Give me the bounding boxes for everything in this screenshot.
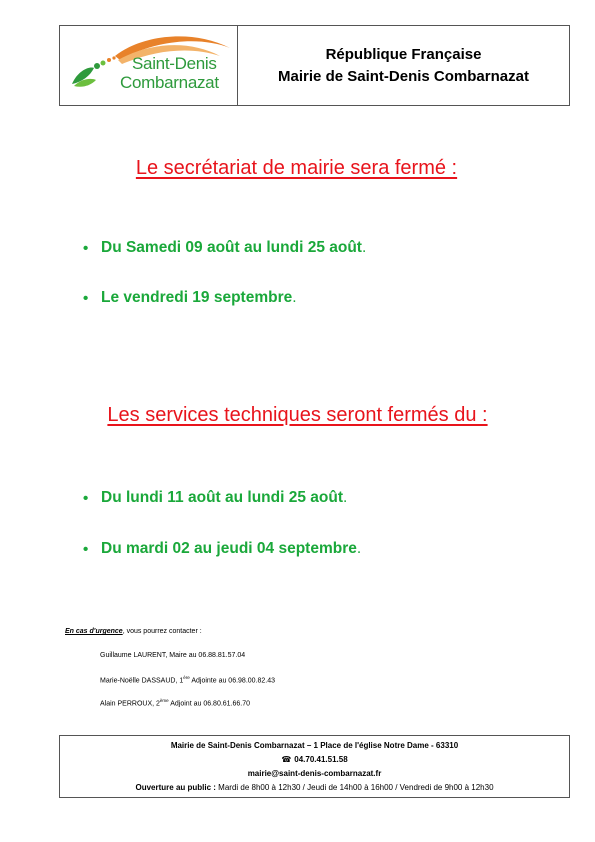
secretariat-heading: Le secrétariat de mairie sera fermé : bbox=[135, 157, 458, 179]
republic-title: République Française bbox=[325, 45, 482, 63]
emergency-rest: , vous pourrez contacter : bbox=[122, 628, 202, 635]
contact-text-rest: Adjointe au 06.98.00.82.43 bbox=[189, 677, 276, 685]
bullet-icon: • bbox=[83, 540, 89, 558]
closure-item bbox=[83, 489, 347, 507]
footer bbox=[59, 735, 570, 798]
contact-line bbox=[100, 698, 250, 707]
emergency-lead: En cas d'urgence bbox=[65, 628, 123, 635]
telephone-icon: ☎ bbox=[281, 754, 292, 764]
footer-email[interactable]: mairie@saint-denis-combarnazat.fr bbox=[247, 768, 382, 778]
mairie-title: Mairie de Saint-Denis Combarnazat bbox=[278, 67, 529, 85]
footer-phone: 04.70.41.51.58 bbox=[294, 754, 348, 764]
logo bbox=[60, 26, 238, 105]
contact-line bbox=[100, 675, 275, 684]
closure-item-period: . bbox=[356, 540, 362, 557]
footer-hours: Mardi de 8h00 à 12h30 / Jeudi de 14h00 à 16h00 / Vendredi de 9h00 à 12h30 bbox=[215, 782, 494, 792]
footer-address: Mairie de Saint-Denis Combarnazat – 1 Place de l'église Notre Dame - 63310 bbox=[170, 740, 459, 750]
contact-ordinal: ème bbox=[159, 698, 169, 703]
closure-item bbox=[83, 239, 366, 257]
closure-item-period: . bbox=[292, 289, 297, 306]
contact-text: Alain PERROUX, 2 bbox=[100, 700, 160, 708]
closure-item-period: . bbox=[361, 239, 367, 256]
contact-line bbox=[100, 652, 245, 659]
bullet-icon: • bbox=[83, 239, 89, 257]
contact-text-rest: Adjoint au 06.80.61.66.70 bbox=[168, 700, 251, 708]
logo-text-line1: Saint-Denis bbox=[132, 54, 217, 73]
contact-text: Guillaume LAURENT, Maire au 06.88.81.57.04 bbox=[100, 652, 246, 659]
closure-item-text: Du Samedi 09 août au lundi 25 août bbox=[101, 239, 362, 256]
closure-item-text: Du lundi 11 août au lundi 25 août bbox=[101, 489, 343, 506]
footer-hours-line bbox=[135, 781, 493, 795]
contact-ordinal: ère bbox=[183, 675, 190, 680]
technical-services-heading: Les services techniques seront fermés du : bbox=[107, 404, 488, 426]
closure-item-text: Du mardi 02 au jeudi 04 septembre bbox=[101, 540, 357, 557]
closure-item bbox=[83, 540, 361, 558]
closure-item-period: . bbox=[343, 489, 348, 506]
closure-item-text: Le vendredi 19 septembre bbox=[101, 289, 293, 306]
bullet-icon: • bbox=[83, 489, 89, 507]
closure-item bbox=[83, 289, 297, 307]
letterhead-title bbox=[238, 26, 569, 105]
footer-hours-label: Ouverture au public : bbox=[135, 782, 216, 792]
logo-text-line2: Combarnazat bbox=[120, 73, 219, 92]
letterhead bbox=[59, 25, 570, 106]
footer-phone-line bbox=[281, 753, 347, 767]
bullet-icon: • bbox=[83, 289, 89, 307]
contact-text: Marie-Noëlle DASSAUD, 1 bbox=[100, 677, 184, 685]
emergency-note bbox=[65, 628, 202, 635]
